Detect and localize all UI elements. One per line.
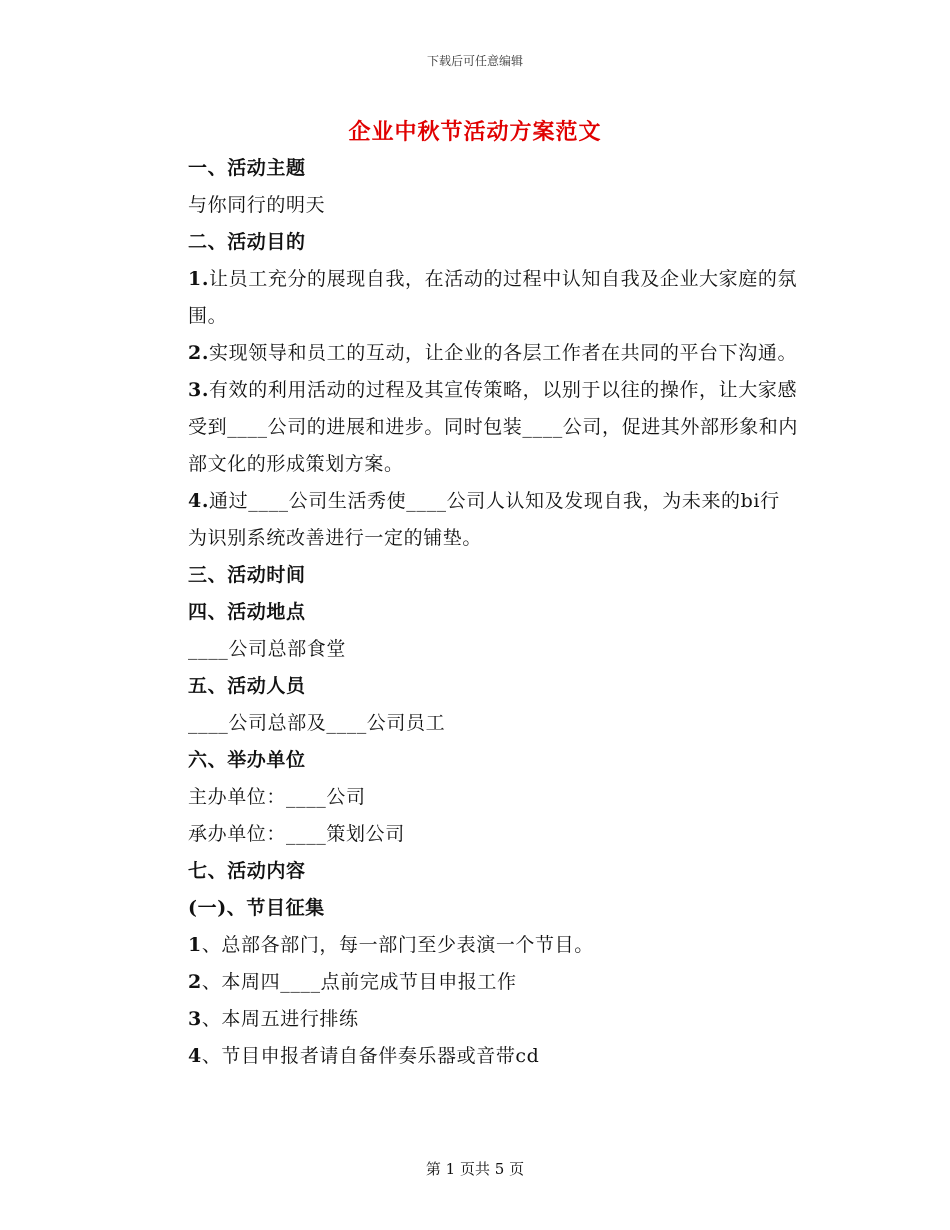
participants-text: ____公司总部及____公司员工 <box>188 712 446 734</box>
section-heading-theme: 一、活动主题 <box>188 157 306 179</box>
section-heading-organizers: 六、举办单位 <box>188 749 306 771</box>
purpose-item <box>142 335 798 372</box>
item-number: 3. <box>188 379 210 401</box>
content-item <box>142 1038 798 1075</box>
item-text: 通过____公司生活秀使____公司人认知及发现自我，为未来的bi行为识别系统改善进行一定的铺垫。 <box>188 490 780 549</box>
item-text: 让员工充分的展现自我，在活动的过程中认知自我及企业大家庭的氛围。 <box>188 268 798 327</box>
content-item <box>142 964 798 1001</box>
organizer-line: 承办单位：____策划公司 <box>188 823 405 845</box>
item-text: 有效的利用活动的过程及其宣传策略，以别于以往的操作，让大家感受到____公司的进展和进步。同时包装____公司，促进其外部形象和内部文化的形成策划方案。 <box>188 379 799 475</box>
item-text: 、本周四____点前完成节目申报工作 <box>201 971 517 993</box>
purpose-item <box>142 372 798 483</box>
item-text: 、总部各部门，每一部门至少表演一个节目。 <box>201 934 594 956</box>
item-text: 、节目申报者请自备伴奏乐器或音带cd <box>201 1045 540 1067</box>
document-body <box>142 150 798 1075</box>
item-number: 2 <box>188 971 202 993</box>
item-number: 1. <box>188 268 210 290</box>
content-item <box>142 927 798 964</box>
section-heading-participants: 五、活动人员 <box>188 675 306 697</box>
organizer-line: 主办单位：____公司 <box>188 786 366 808</box>
location-text: ____公司总部食堂 <box>188 638 347 660</box>
section-heading-purpose: 二、活动目的 <box>188 231 306 253</box>
content-item <box>142 1001 798 1038</box>
item-number: 2. <box>188 342 210 364</box>
purpose-item <box>142 483 798 557</box>
section-heading-time: 三、活动时间 <box>188 564 306 586</box>
theme-text: 与你同行的明天 <box>188 194 326 216</box>
page-footer: 第 1 页共 5 页 <box>425 1160 525 1178</box>
section-heading-location: 四、活动地点 <box>188 601 306 623</box>
item-number: 4 <box>188 1045 202 1067</box>
purpose-item <box>142 261 798 335</box>
section-heading-content: 七、活动内容 <box>188 860 306 882</box>
document-title: 企业中秋节活动方案范文 <box>348 119 602 145</box>
page-header: 下载后可任意编辑 <box>426 54 523 68</box>
item-number: 1 <box>188 934 202 956</box>
item-text: 实现领导和员工的互动，让企业的各层工作者在共同的平台下沟通。 <box>209 342 798 364</box>
subsection-heading: (一)、节目征集 <box>188 897 325 919</box>
item-number: 4. <box>188 490 210 512</box>
item-text: 、本周五进行排练 <box>201 1008 359 1030</box>
item-number: 3 <box>188 1008 202 1030</box>
